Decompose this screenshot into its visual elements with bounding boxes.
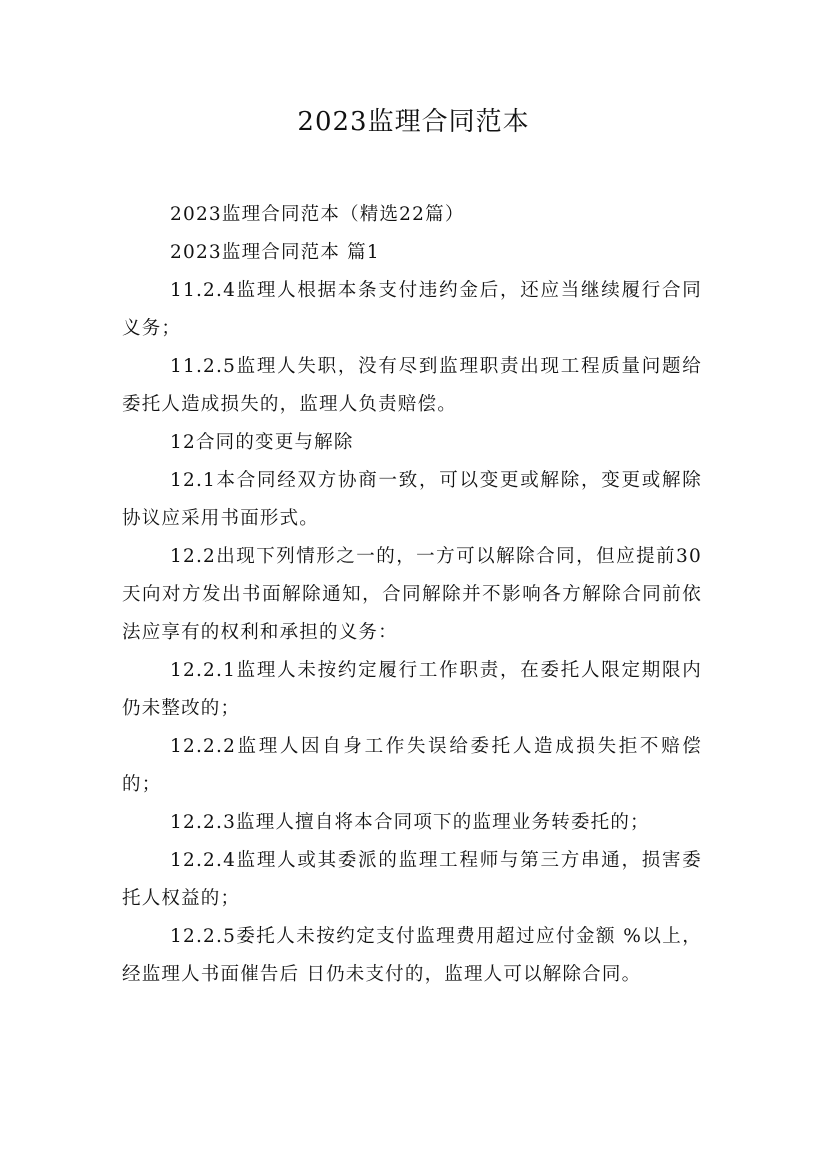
paragraph-clause-12-2-3: 12.2.3监理人擅自将本合同项下的监理业务转委托的； <box>170 812 650 833</box>
paragraph-clause-12-2-1: 12.2.1监理人未按约定履行工作职责，在委托人限定期限内仍未整改的； <box>122 660 702 719</box>
paragraph-clause-12-2-2: 12.2.2监理人因自身工作失误给委托人造成损失拒不赔偿的； <box>122 736 702 795</box>
paragraph-section-heading: 2023监理合同范本 篇1 <box>170 242 380 263</box>
paragraph-clause-12-2-5: 12.2.5委托人未按约定支付监理费用超过应付金额 %以上，经监理人书面催告后 日仍未支付的，监理人可以解除合同。 <box>122 926 702 985</box>
document-title: 2023监理合同范本 <box>297 107 530 137</box>
paragraph-subtitle: 2023监理合同范本（精选22篇） <box>170 204 465 225</box>
paragraph-clause-12-2: 12.2出现下列情形之一的，一方可以解除合同，但应提前30天向对方发出书面解除通知，合同解除并不影响各方解除合同前依法应享有的权利和承担的义务： <box>122 546 702 643</box>
paragraph-clause-11-2-5: 11.2.5监理人失职，没有尽到监理职责出现工程质量问题给委托人造成损失的，监理人负责赔偿。 <box>122 356 702 415</box>
paragraph-clause-12-2-4: 12.2.4监理人或其委派的监理工程师与第三方串通，损害委托人权益的； <box>122 850 702 909</box>
paragraph-clause-11-2-4: 11.2.4监理人根据本条支付违约金后，还应当继续履行合同义务； <box>122 280 702 339</box>
paragraph-clause-12-1: 12.1本合同经双方协商一致，可以变更或解除，变更或解除协议应采用书面形式。 <box>122 470 702 529</box>
document-body <box>122 196 702 994</box>
paragraph-clause-12: 12合同的变更与解除 <box>170 432 354 453</box>
